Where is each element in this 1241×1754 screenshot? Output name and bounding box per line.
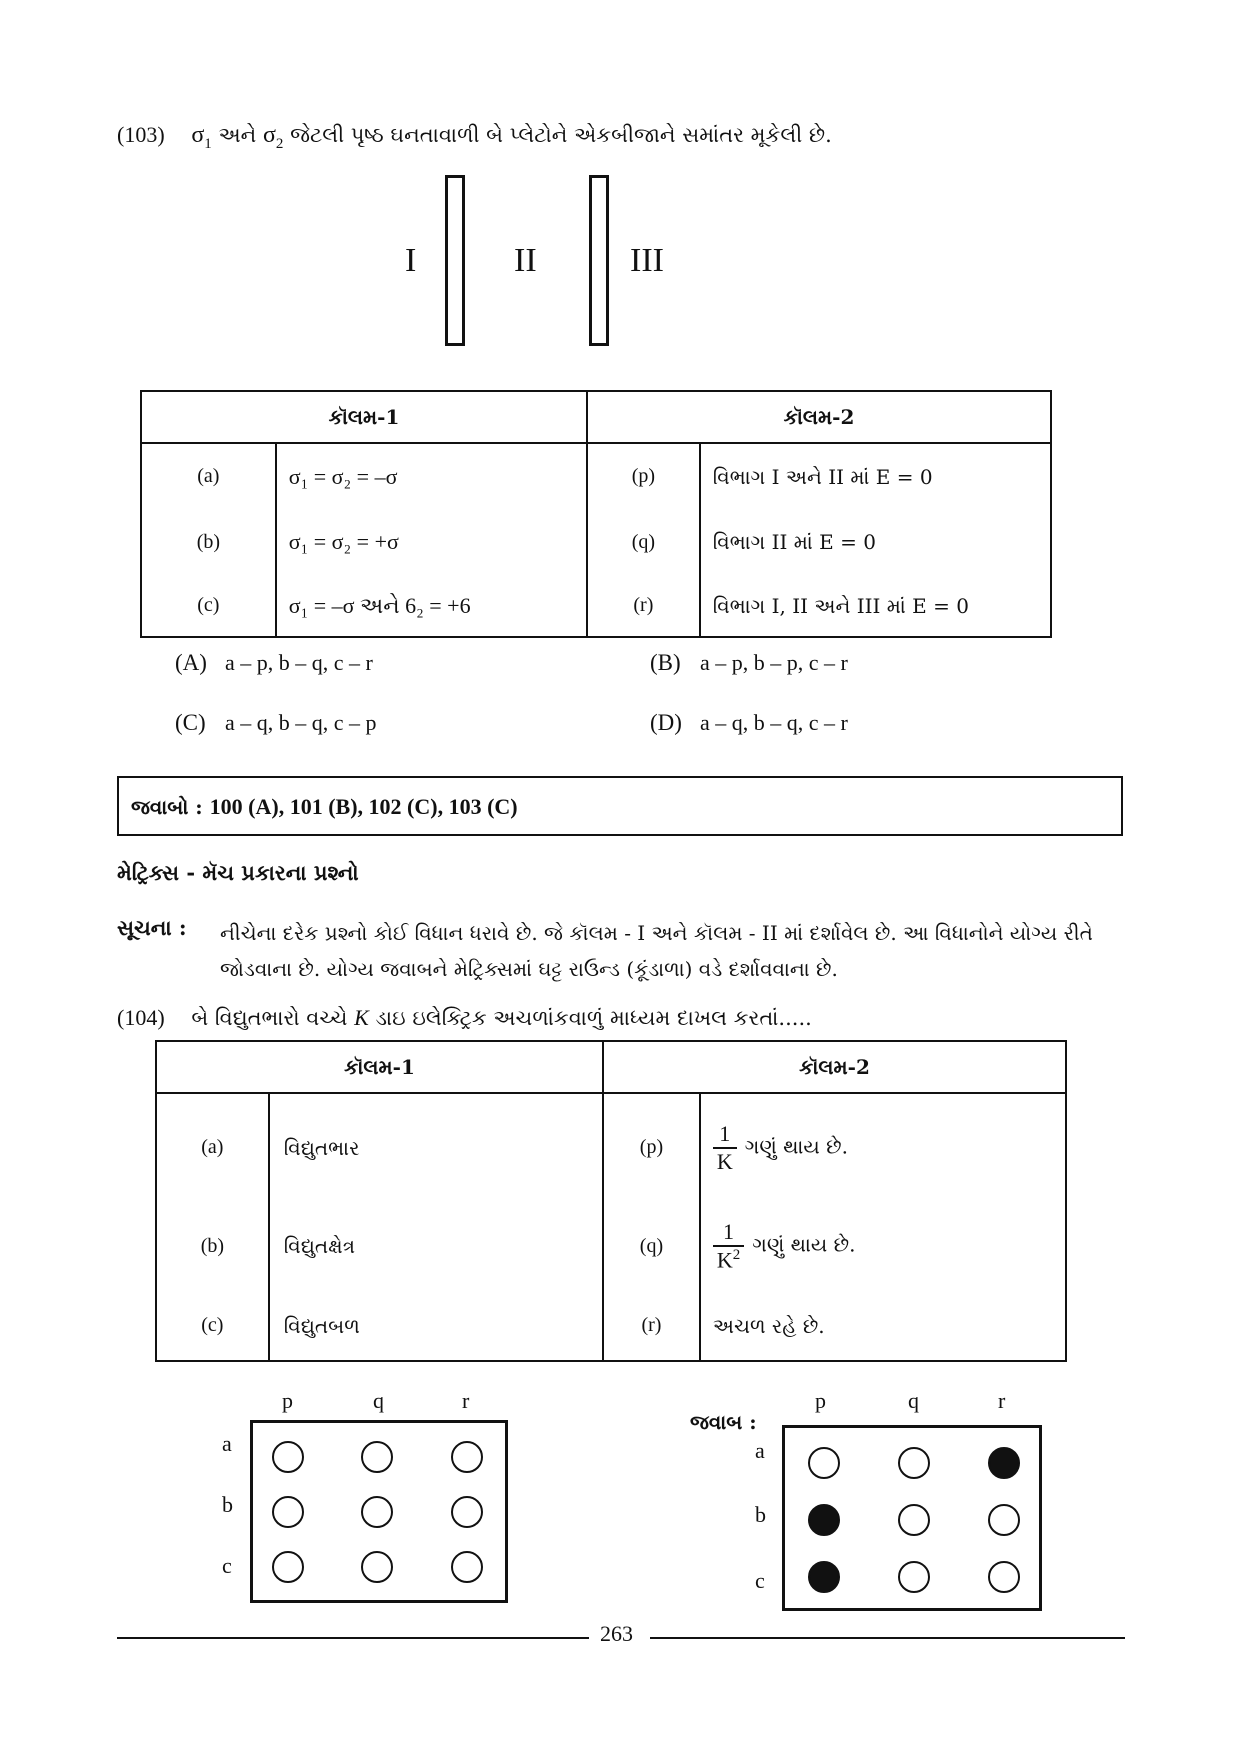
q104-col2-header: કૉલમ-2 — [603, 1041, 1066, 1093]
bubble-b-p[interactable] — [272, 1496, 304, 1528]
row-label: (r) — [603, 1291, 700, 1361]
row-label: (a) — [141, 443, 276, 509]
grid-col-label: p — [815, 1388, 826, 1413]
row-label: (c) — [156, 1291, 269, 1361]
q104-match-table — [155, 1040, 1067, 1362]
option-c: (C) a – q, b – q, c – p — [175, 710, 377, 735]
grid-col-label: q — [373, 1388, 384, 1413]
row-label: (c) — [141, 575, 276, 637]
q103-match-table — [140, 390, 1052, 638]
row-value: σ₁ = –σ અને 6₂ = +6 — [276, 575, 587, 637]
q104-text-a: બે વિદ્યુતભારો વચ્ચે — [191, 1006, 348, 1030]
row-value: σ₁ = σ₂ = –σ — [276, 443, 587, 509]
row-value: વિભાગ II માં E = 0 — [712, 530, 876, 554]
grid-row-label: b — [222, 1492, 233, 1517]
q103-line — [117, 122, 832, 153]
answer-bubble-c-p[interactable] — [808, 1561, 840, 1593]
region-2: II — [514, 242, 537, 279]
bubble-c-p[interactable] — [272, 1551, 304, 1583]
bubble-a-r[interactable] — [451, 1441, 483, 1473]
bubble-c-r[interactable] — [451, 1551, 483, 1583]
section-heading: મેટ્રિક્સ - મૅચ પ્રકારના પ્રશ્નો — [117, 860, 359, 885]
q103-number: (103) — [117, 122, 165, 147]
bubble-b-r[interactable] — [451, 1496, 483, 1528]
row-value: વિદ્યુતબળ — [269, 1291, 603, 1361]
q103-text: જેટલી પૃષ્ઠ ઘનતાવાળી બે પ્લેટોને એકબીજાને સમાંતર મૂકેલી છે. — [290, 123, 832, 147]
table-row — [141, 443, 1051, 509]
table-row — [156, 1201, 1066, 1291]
bubble-c-q[interactable] — [361, 1551, 393, 1583]
answer-bubble-c-r[interactable] — [988, 1561, 1020, 1593]
table-row — [156, 1093, 1066, 1201]
row-value: વિભાગ I, II અને III માં E = 0 — [712, 593, 969, 618]
instruction-label: સૂચના : — [117, 915, 187, 940]
row-value: વિદ્યુતક્ષેત્ર — [269, 1201, 603, 1291]
q104-col1-header: કૉલમ-1 — [156, 1041, 603, 1093]
row-label: (a) — [156, 1093, 269, 1201]
row-label: (r) — [587, 575, 700, 637]
answers-values: 100 (A), 101 (B), 102 (C), 103 (C) — [209, 794, 518, 819]
answers-label: જવાબો : — [131, 795, 203, 819]
grid-row-label: a — [222, 1431, 232, 1456]
region-1: I — [405, 242, 417, 279]
grid-row-label: c — [222, 1553, 232, 1578]
answer-bubble-b-r[interactable] — [988, 1504, 1020, 1536]
q104-number: (104) — [117, 1005, 165, 1030]
row-label: (p) — [587, 443, 700, 509]
row-value: $\frac{1}{K^2}$ ગણું થાય છે. — [700, 1201, 1066, 1291]
row-value: અચળ રહે છે. — [712, 1313, 825, 1338]
row-label: (b) — [141, 509, 276, 575]
row-value: વિભાગ I અને II માં E = 0 — [712, 464, 933, 489]
answer-bubble-b-q[interactable] — [898, 1504, 930, 1536]
bubble-b-q[interactable] — [361, 1496, 393, 1528]
grid-row-label: a — [755, 1438, 765, 1463]
row-value: વિદ્યુતભાર — [269, 1093, 603, 1201]
and-word: અને — [218, 123, 257, 147]
answer-bubble-a-p[interactable] — [808, 1447, 840, 1479]
k-symbol: K — [354, 1005, 369, 1030]
option-d: (D) a – q, b – q, c – r — [650, 710, 848, 735]
grid-frame — [250, 1420, 508, 1603]
answer-grid-label: જવાબ : — [690, 1410, 757, 1434]
page-number: 263 — [600, 1621, 633, 1646]
answer-grid-frame — [782, 1425, 1042, 1611]
row-label: (q) — [603, 1201, 700, 1291]
table-row — [141, 575, 1051, 637]
table-row — [156, 1291, 1066, 1361]
bubble-a-p[interactable] — [272, 1441, 304, 1473]
sigma2: $\sigma_2$ — [262, 122, 284, 152]
row-label: (q) — [587, 509, 700, 575]
q104-text-b: ડાઇ ઇલેક્ટ્રિક અચળાંકવાળું માધ્યમ દાખલ કરતાં..... — [375, 1006, 812, 1030]
grid-row-label: c — [755, 1568, 765, 1593]
grid-col-label: q — [908, 1388, 919, 1413]
option-a: (A) a – p, b – q, c – r — [175, 650, 373, 675]
region-3: III — [630, 242, 664, 279]
q103-col1-header: કૉલમ-1 — [141, 391, 587, 443]
fraction: $\frac{1}{K}$ — [713, 1121, 737, 1175]
q104-line — [117, 1005, 812, 1031]
grid-col-label: r — [998, 1388, 1006, 1413]
fraction: $\frac{1}{K^2}$ — [713, 1219, 744, 1273]
answer-bubble-b-p[interactable] — [808, 1504, 840, 1536]
plate-right — [589, 175, 609, 346]
footer-rule-right — [650, 1637, 1125, 1639]
footer-rule-left — [117, 1637, 589, 1639]
answers-box — [117, 776, 1123, 836]
option-b: (B) a – p, b – p, c – r — [650, 650, 848, 675]
grid-col-label: p — [282, 1388, 293, 1413]
grid-col-label: r — [462, 1388, 470, 1413]
grid-row-label: b — [755, 1502, 766, 1527]
bubble-a-q[interactable] — [361, 1441, 393, 1473]
row-value: $\frac{1}{K}$ ગણું થાય છે. — [700, 1093, 1066, 1201]
plate-left — [445, 175, 465, 346]
q103-col2-header: કૉલમ-2 — [587, 391, 1051, 443]
answer-bubble-a-r[interactable] — [988, 1447, 1020, 1479]
table-row — [141, 509, 1051, 575]
instruction-text: નીચેના દરેક પ્રશ્નો કોઈ વિધાન ધરાવે છે. જે કૉલમ - I અને કૉલમ - II માં દર્શાવેલ છે. આ વિધાનોને યોગ્ય રીતે જોડવાના છે. યોગ્ય જવાબને મેટ્રિક્સમાં ઘટ્ટ રાઉન્ડ (કૂંડાળા) વડે દર્શાવવાના છે. — [220, 921, 1093, 981]
row-label: (b) — [156, 1201, 269, 1291]
row-label: (p) — [603, 1093, 700, 1201]
answer-bubble-c-q[interactable] — [898, 1561, 930, 1593]
row-value: σ₁ = σ₂ = +σ — [276, 509, 587, 575]
answer-bubble-a-q[interactable] — [898, 1447, 930, 1479]
sigma1: $\sigma_1$ — [191, 122, 212, 152]
